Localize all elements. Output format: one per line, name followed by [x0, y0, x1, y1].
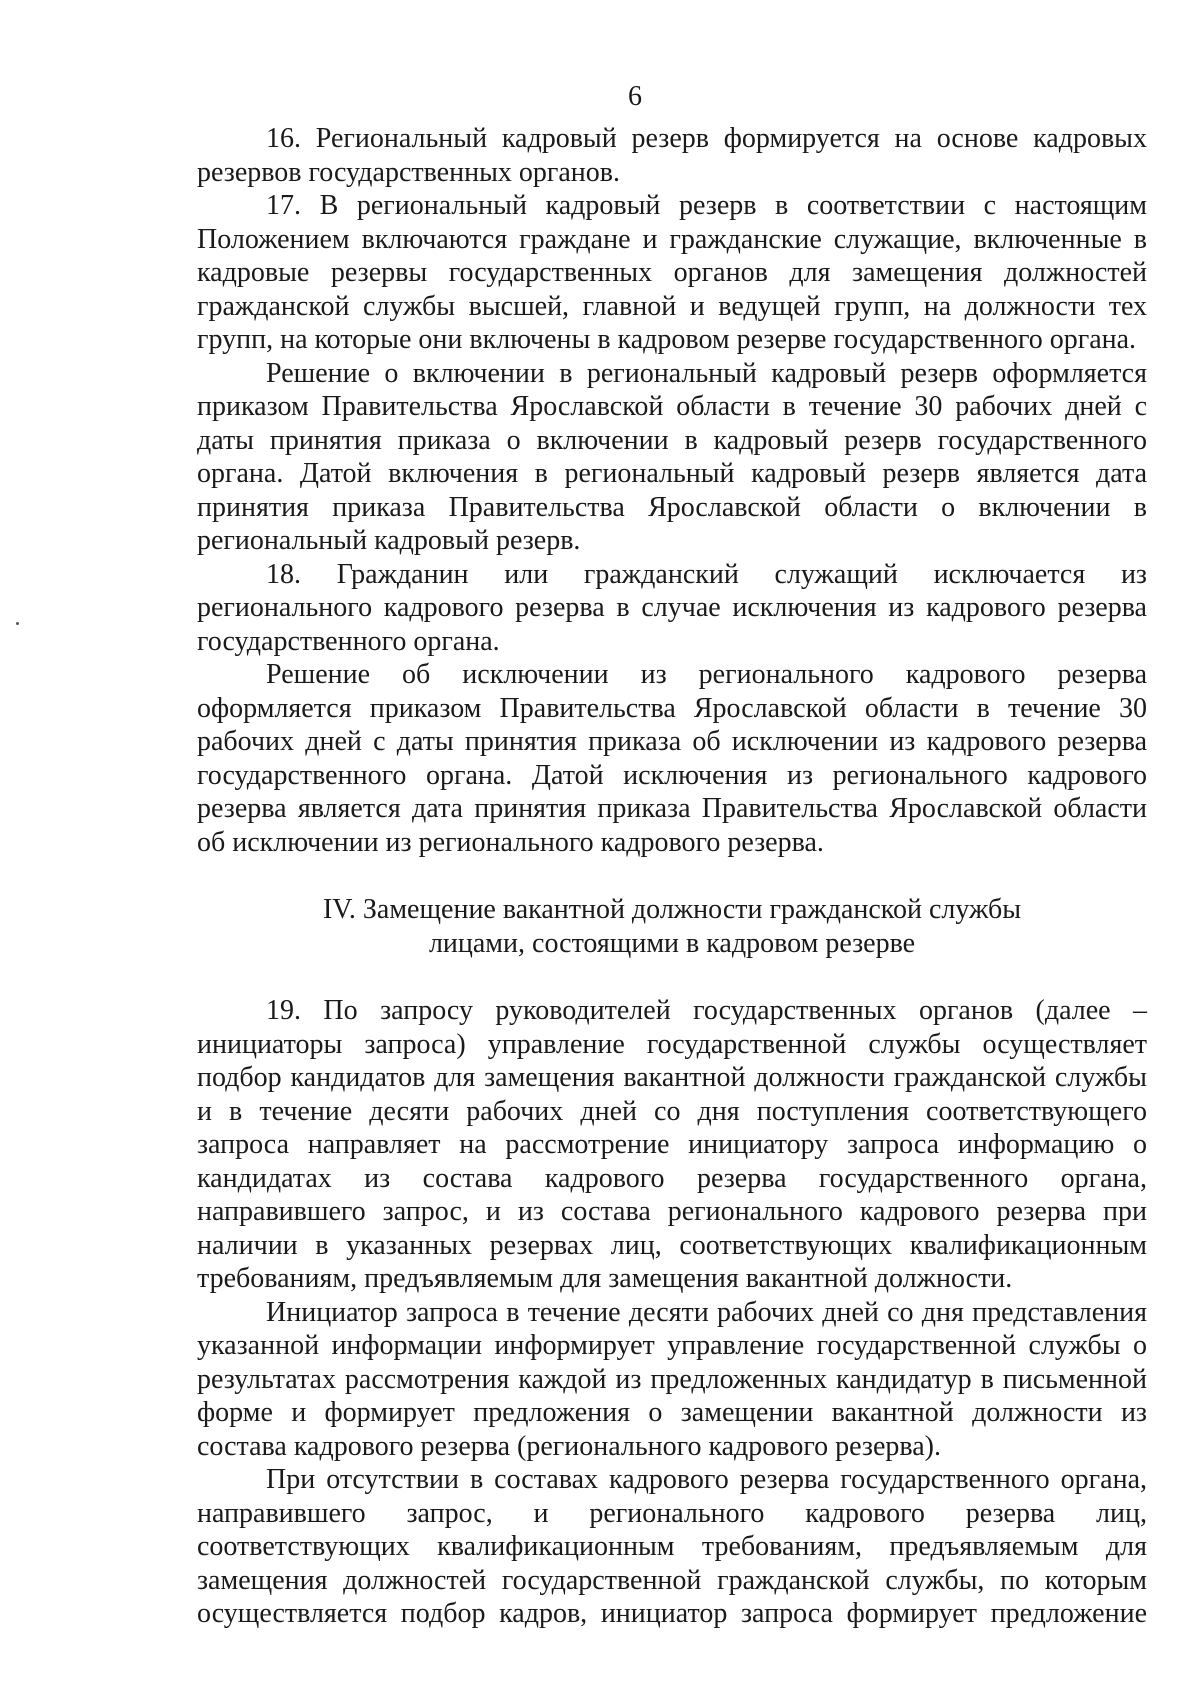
- page-number: 6: [628, 81, 642, 112]
- paragraph-17: 17. В региональный кадровый резерв в соответствии с настоящим Положением включаются граждане и гражданские служащие, включенные в кадровые резервы государственных органов для замещения должностей гражданской службы высшей, главной и ведущей групп, на должности тех групп, на которые они включены в кадровом резерве государственного органа.: [197, 190, 1147, 355]
- paragraph-18-decision: Решение об исключении из регионального кадрового резерва оформляется приказом Правительства Ярославской области в течение 30 рабочих дней с даты принятия приказа об исключении из кадрового резерва государственного органа. Датой исключения из регионального кадрового резерва является дата принятия приказа Правительства Ярославской области об исключении из регионального кадрового резерва.: [197, 659, 1147, 858]
- paragraph-17-decision: Решение о включении в региональный кадровый резерв оформляется приказом Правительства Ярославской области в течение 30 рабочих дней с даты принятия приказа о включении в кадровый резерв государственного органа. Датой включения в региональный кадровый резерв является дата принятия приказа Правительства Ярославской области о включении в региональный кадровый резерв.: [197, 357, 1147, 556]
- section-heading-line-2: лицами, состоящими в кадровом резерве: [428, 927, 916, 959]
- paragraph-16: 16. Региональный кадровый резерв формируется на основе кадровых резервов государственных органов.: [197, 123, 1147, 188]
- section-heading: [197, 893, 1147, 960]
- paragraph-19-absence: При отсутствии в составах кадрового резерва государственного органа, направившего запрос, и регионального кадрового резерва лиц, соответствующих квалификационным требованиям, предъявляемым для замещения должностей государственной гражданской службы, по которым осуществляется подбор кадров, инициатор запроса формирует предложение: [197, 1464, 1147, 1629]
- section-heading-line-1: IV. Замещение вакантной должности гражданской службы: [322, 894, 1022, 925]
- document-body: [197, 122, 1147, 1631]
- scan-artifact-dot: [16, 622, 19, 625]
- paragraph-19: 19. По запросу руководителей государственных органов (далее – инициаторы запроса) управление государственной службы осуществляет подбор кандидатов для замещения вакантной должности гражданской службы и в течение десяти рабочих дней со дня поступления соответствующего запроса направляет на рассмотрение инициатору запроса информацию о кандидатах из состава кадрового резерва государственного органа, направившего запрос, и из состава регионального кадрового резерва при наличии в указанных резервах лиц, соответствующих квалификационным требованиям, предъявляемым для замещения вакантной должности.: [197, 995, 1147, 1294]
- paragraph-18: 18. Гражданин или гражданский служащий исключается из регионального кадрового резерва в случае исключения из кадрового резерва государственного органа.: [197, 558, 1147, 657]
- paragraph-19-initiator: Инициатор запроса в течение десяти рабочих дней со дня представления указанной информации информирует управление государственной службы о результатах рассмотрения каждой из предложенных кандидатур в письменной форме и формирует предложения о замещении вакантной должности из состава кадрового резерва (регионального кадрового резерва).: [197, 1296, 1147, 1462]
